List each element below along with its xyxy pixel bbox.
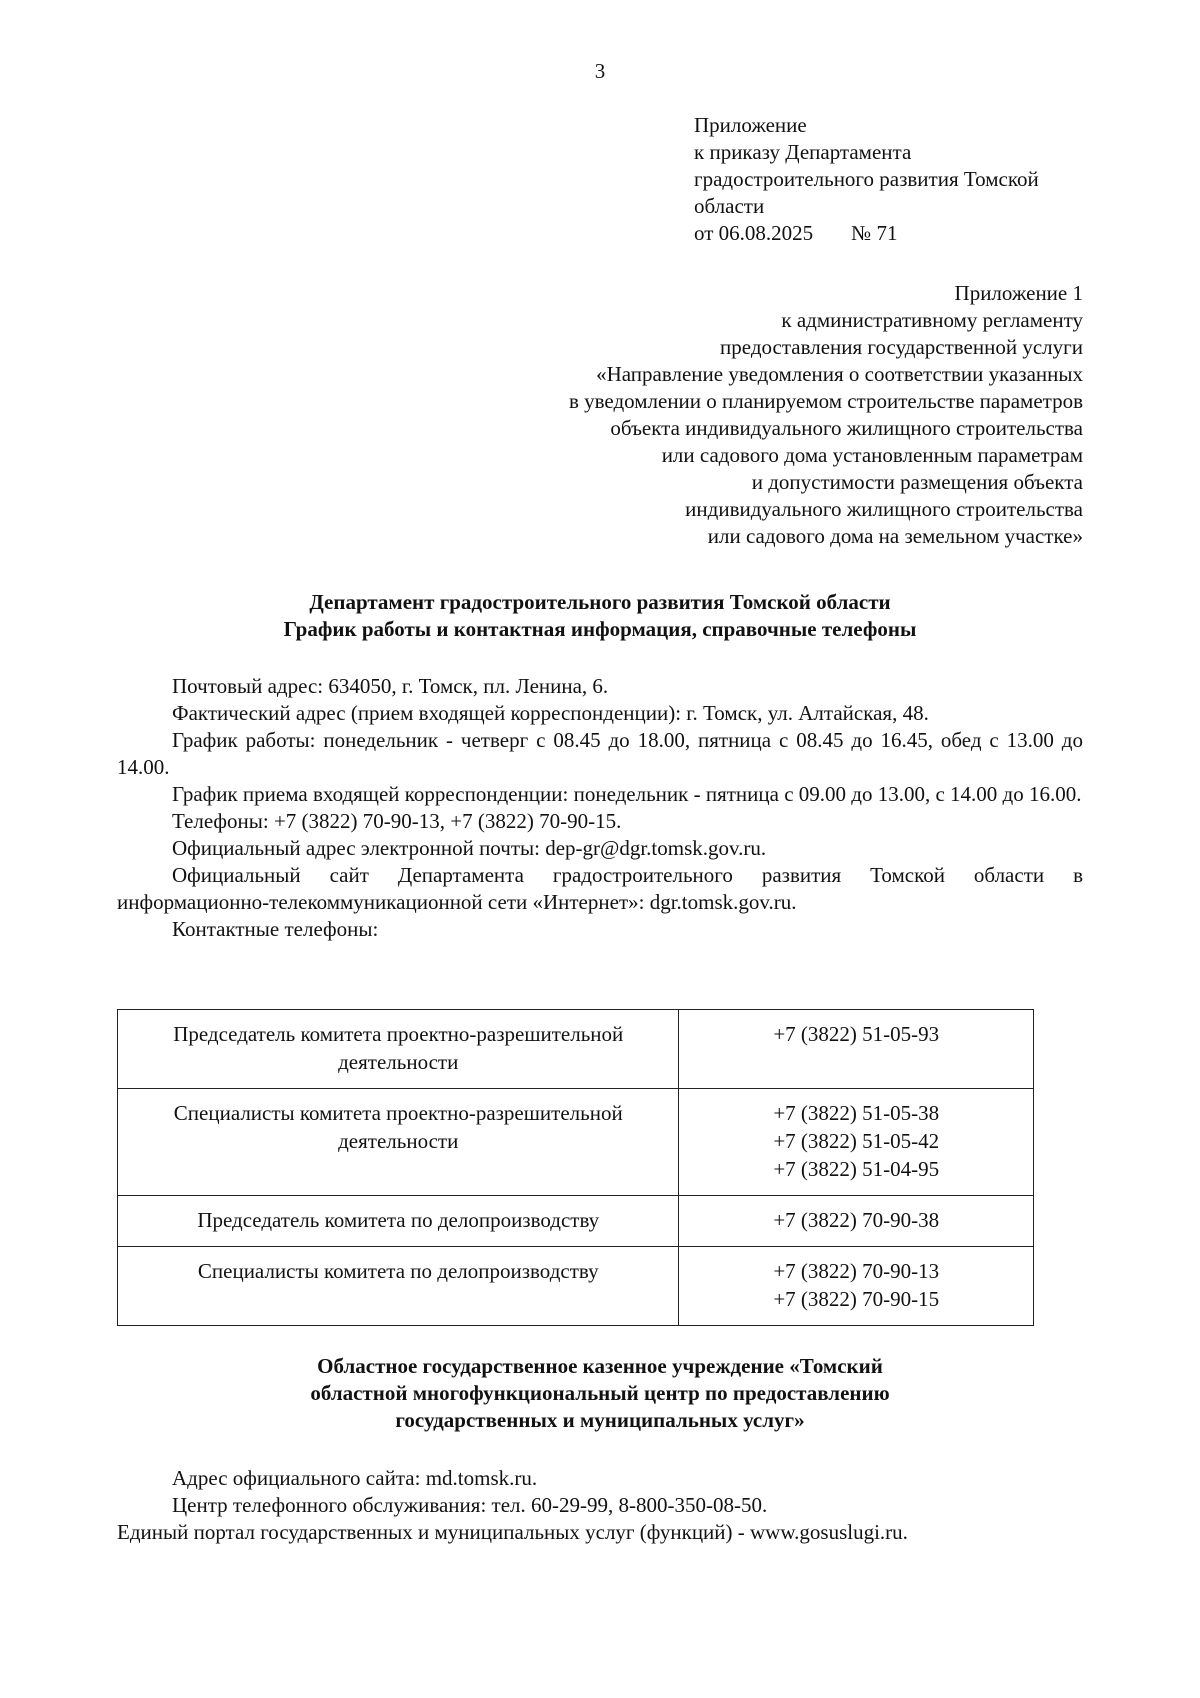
- website-line-continued: информационно-телекоммуникационной сети «Интернет»: dgr.tomsk.gov.ru.: [117, 890, 797, 914]
- mfc-website: Адрес официального сайта: md.tomsk.ru.: [172, 1466, 538, 1490]
- approval-line: градостроительного развития Томской: [694, 167, 1039, 191]
- mfc-heading: [0, 1353, 1200, 1434]
- appendix-line: предоставления государственной услуги: [720, 335, 1083, 359]
- contacts-table: [117, 1009, 1034, 1326]
- department-heading-line: Департамент градостроительного развития Томской области: [309, 590, 891, 614]
- appendix-line: или садового дома установленным параметрам: [661, 443, 1083, 467]
- role-text: деятельности: [338, 1050, 459, 1074]
- phone-cell: [679, 1089, 1034, 1196]
- appendix-line: в уведомлении о планируемом строительстве параметров: [568, 389, 1083, 413]
- table-row: [118, 1089, 1034, 1196]
- appendix-line: индивидуального жилищного строительства: [685, 497, 1083, 521]
- work-schedule: График работы: понедельник - четверг с 08.45 до 18.00, пятница с 08.45 до 16.45, обед с 13.00 до 14.00.: [117, 728, 1083, 779]
- appendix-line: и допустимости размещения объекта: [751, 470, 1083, 494]
- role-text: деятельности: [338, 1129, 459, 1153]
- contacts-label: Контактные телефоны:: [172, 917, 379, 941]
- approval-line: к приказу Департамента: [694, 140, 912, 164]
- role-text: Председатель комитета проектно-разрешительной: [173, 1022, 624, 1046]
- approval-line: Приложение: [694, 113, 807, 137]
- email-line: Официальный адрес электронной почты: dep-gr@dgr.tomsk.gov.ru.: [172, 836, 767, 860]
- appendix-line: объекта индивидуального жилищного строительства: [610, 416, 1083, 440]
- phone-cell: [679, 1196, 1034, 1247]
- role-cell: [118, 1089, 679, 1196]
- role-cell: [118, 1247, 679, 1326]
- page-number: 3: [594, 59, 606, 83]
- actual-address: Фактический адрес (прием входящей корреспонденции): г. Томск, ул. Алтайская, 48.: [172, 701, 929, 725]
- appendix-line: Приложение 1: [954, 281, 1083, 305]
- mfc-heading-line: областной многофункциональный центр по предоставлению: [310, 1381, 890, 1405]
- phone-cell: [679, 1247, 1034, 1326]
- appendix-line: к административному регламенту: [781, 308, 1083, 332]
- phones-line: Телефоны: +7 (3822) 70-90-13, +7 (3822) 70-90-15.: [172, 809, 622, 833]
- postal-address: Почтовый адрес: 634050, г. Томск, пл. Ленина, 6.: [172, 674, 609, 698]
- phone-number: +7 (3822) 51-05-42: [773, 1129, 940, 1153]
- table-row: [118, 1010, 1034, 1089]
- approval-date: от 06.08.2025: [694, 221, 814, 245]
- phone-number: +7 (3822) 70-90-13: [773, 1259, 940, 1283]
- phone-number: +7 (3822) 51-05-93: [773, 1022, 940, 1046]
- phone-cell: [679, 1010, 1034, 1089]
- mfc-heading-line: государственных и муниципальных услуг»: [395, 1408, 805, 1432]
- role-text: Специалисты комитета проектно-разрешительной: [173, 1101, 623, 1125]
- role-text: Специалисты комитета по делопроизводству: [197, 1259, 599, 1283]
- department-info: [117, 673, 1083, 943]
- appendix-line: «Направление уведомления о соответствии указанных: [596, 362, 1083, 386]
- mfc-call-center: Центр телефонного обслуживания: тел. 60-29-99, 8-800-350-08-50.: [172, 1493, 768, 1517]
- approval-line: области: [694, 194, 765, 218]
- approval-date-line: [694, 220, 1134, 247]
- mail-schedule: График приема входящей корреспонденции: понедельник - пятница с 09.00 до 13.00, с 14.00 до 16.00.: [172, 782, 1082, 806]
- phone-number: +7 (3822) 51-05-38: [773, 1101, 940, 1125]
- approval-block: [694, 112, 1134, 247]
- table-row: [118, 1196, 1034, 1247]
- phone-number: +7 (3822) 70-90-38: [773, 1208, 940, 1232]
- role-cell: [118, 1010, 679, 1089]
- table-row: [118, 1247, 1034, 1326]
- website-line: Официальный сайт Департамента градостроительного развития Томской области в: [172, 863, 1083, 887]
- role-text: Председатель комитета по делопроизводству: [197, 1208, 600, 1232]
- gosuslugi-portal: Единый портал государственных и муниципальных услуг (функций) - www.gosuslugi.ru.: [117, 1520, 908, 1544]
- mfc-info: [117, 1465, 1083, 1546]
- appendix-line: или садового дома на земельном участке»: [707, 524, 1083, 548]
- approval-number: № 71: [851, 221, 898, 245]
- schedule-heading-line: График работы и контактная информация, справочные телефоны: [283, 617, 917, 641]
- appendix-block: [383, 280, 1083, 550]
- mfc-heading-line: Областное государственное казенное учреждение «Томский: [317, 1354, 883, 1378]
- phone-number: +7 (3822) 70-90-15: [773, 1287, 940, 1311]
- role-cell: [118, 1196, 679, 1247]
- department-heading: [0, 589, 1200, 643]
- phone-number: +7 (3822) 51-04-95: [773, 1157, 940, 1181]
